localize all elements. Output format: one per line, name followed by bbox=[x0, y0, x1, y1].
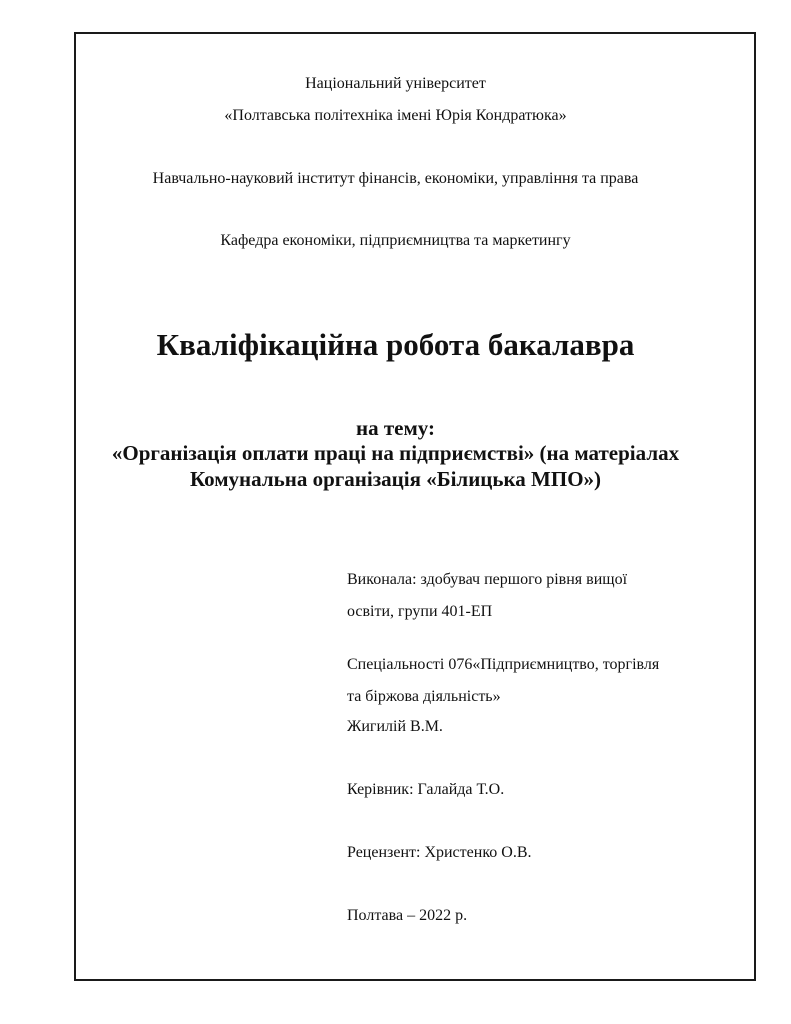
author-line-1: Виконала: здобувач першого рівня вищої bbox=[347, 571, 628, 588]
document-title: Кваліфікаційна робота бакалавра bbox=[156, 327, 635, 362]
supervisor: Керівник: Галайда Т.О. bbox=[347, 781, 505, 798]
author-name: Жигилій В.М. bbox=[347, 718, 443, 735]
department-name: Кафедра економіки, підприємництва та маркетингу bbox=[220, 232, 571, 249]
topic-label: на тему: bbox=[355, 416, 435, 440]
topic-line-1: «Організація оплати праці на підприємстві» (на матеріалах bbox=[111, 441, 680, 465]
specialty-line-2: та біржова діяльність» bbox=[347, 688, 501, 705]
author-line-2: освіти, групи 401-ЕП bbox=[347, 603, 493, 620]
place-year: Полтава – 2022 р. bbox=[347, 907, 468, 924]
topic-line-2: Комунальна організація «Білицька МПО») bbox=[189, 467, 602, 491]
specialty-line-1: Спеціальності 076«Підприємництво, торгівля bbox=[347, 656, 660, 673]
institute-name: Навчально-науковий інститут фінансів, економіки, управління та права bbox=[152, 170, 639, 187]
reviewer: Рецензент: Христенко О.В. bbox=[347, 844, 532, 861]
university-name: Національний університет bbox=[305, 75, 486, 92]
university-full-name: «Полтавська політехніка імені Юрія Кондратюка» bbox=[224, 107, 567, 124]
